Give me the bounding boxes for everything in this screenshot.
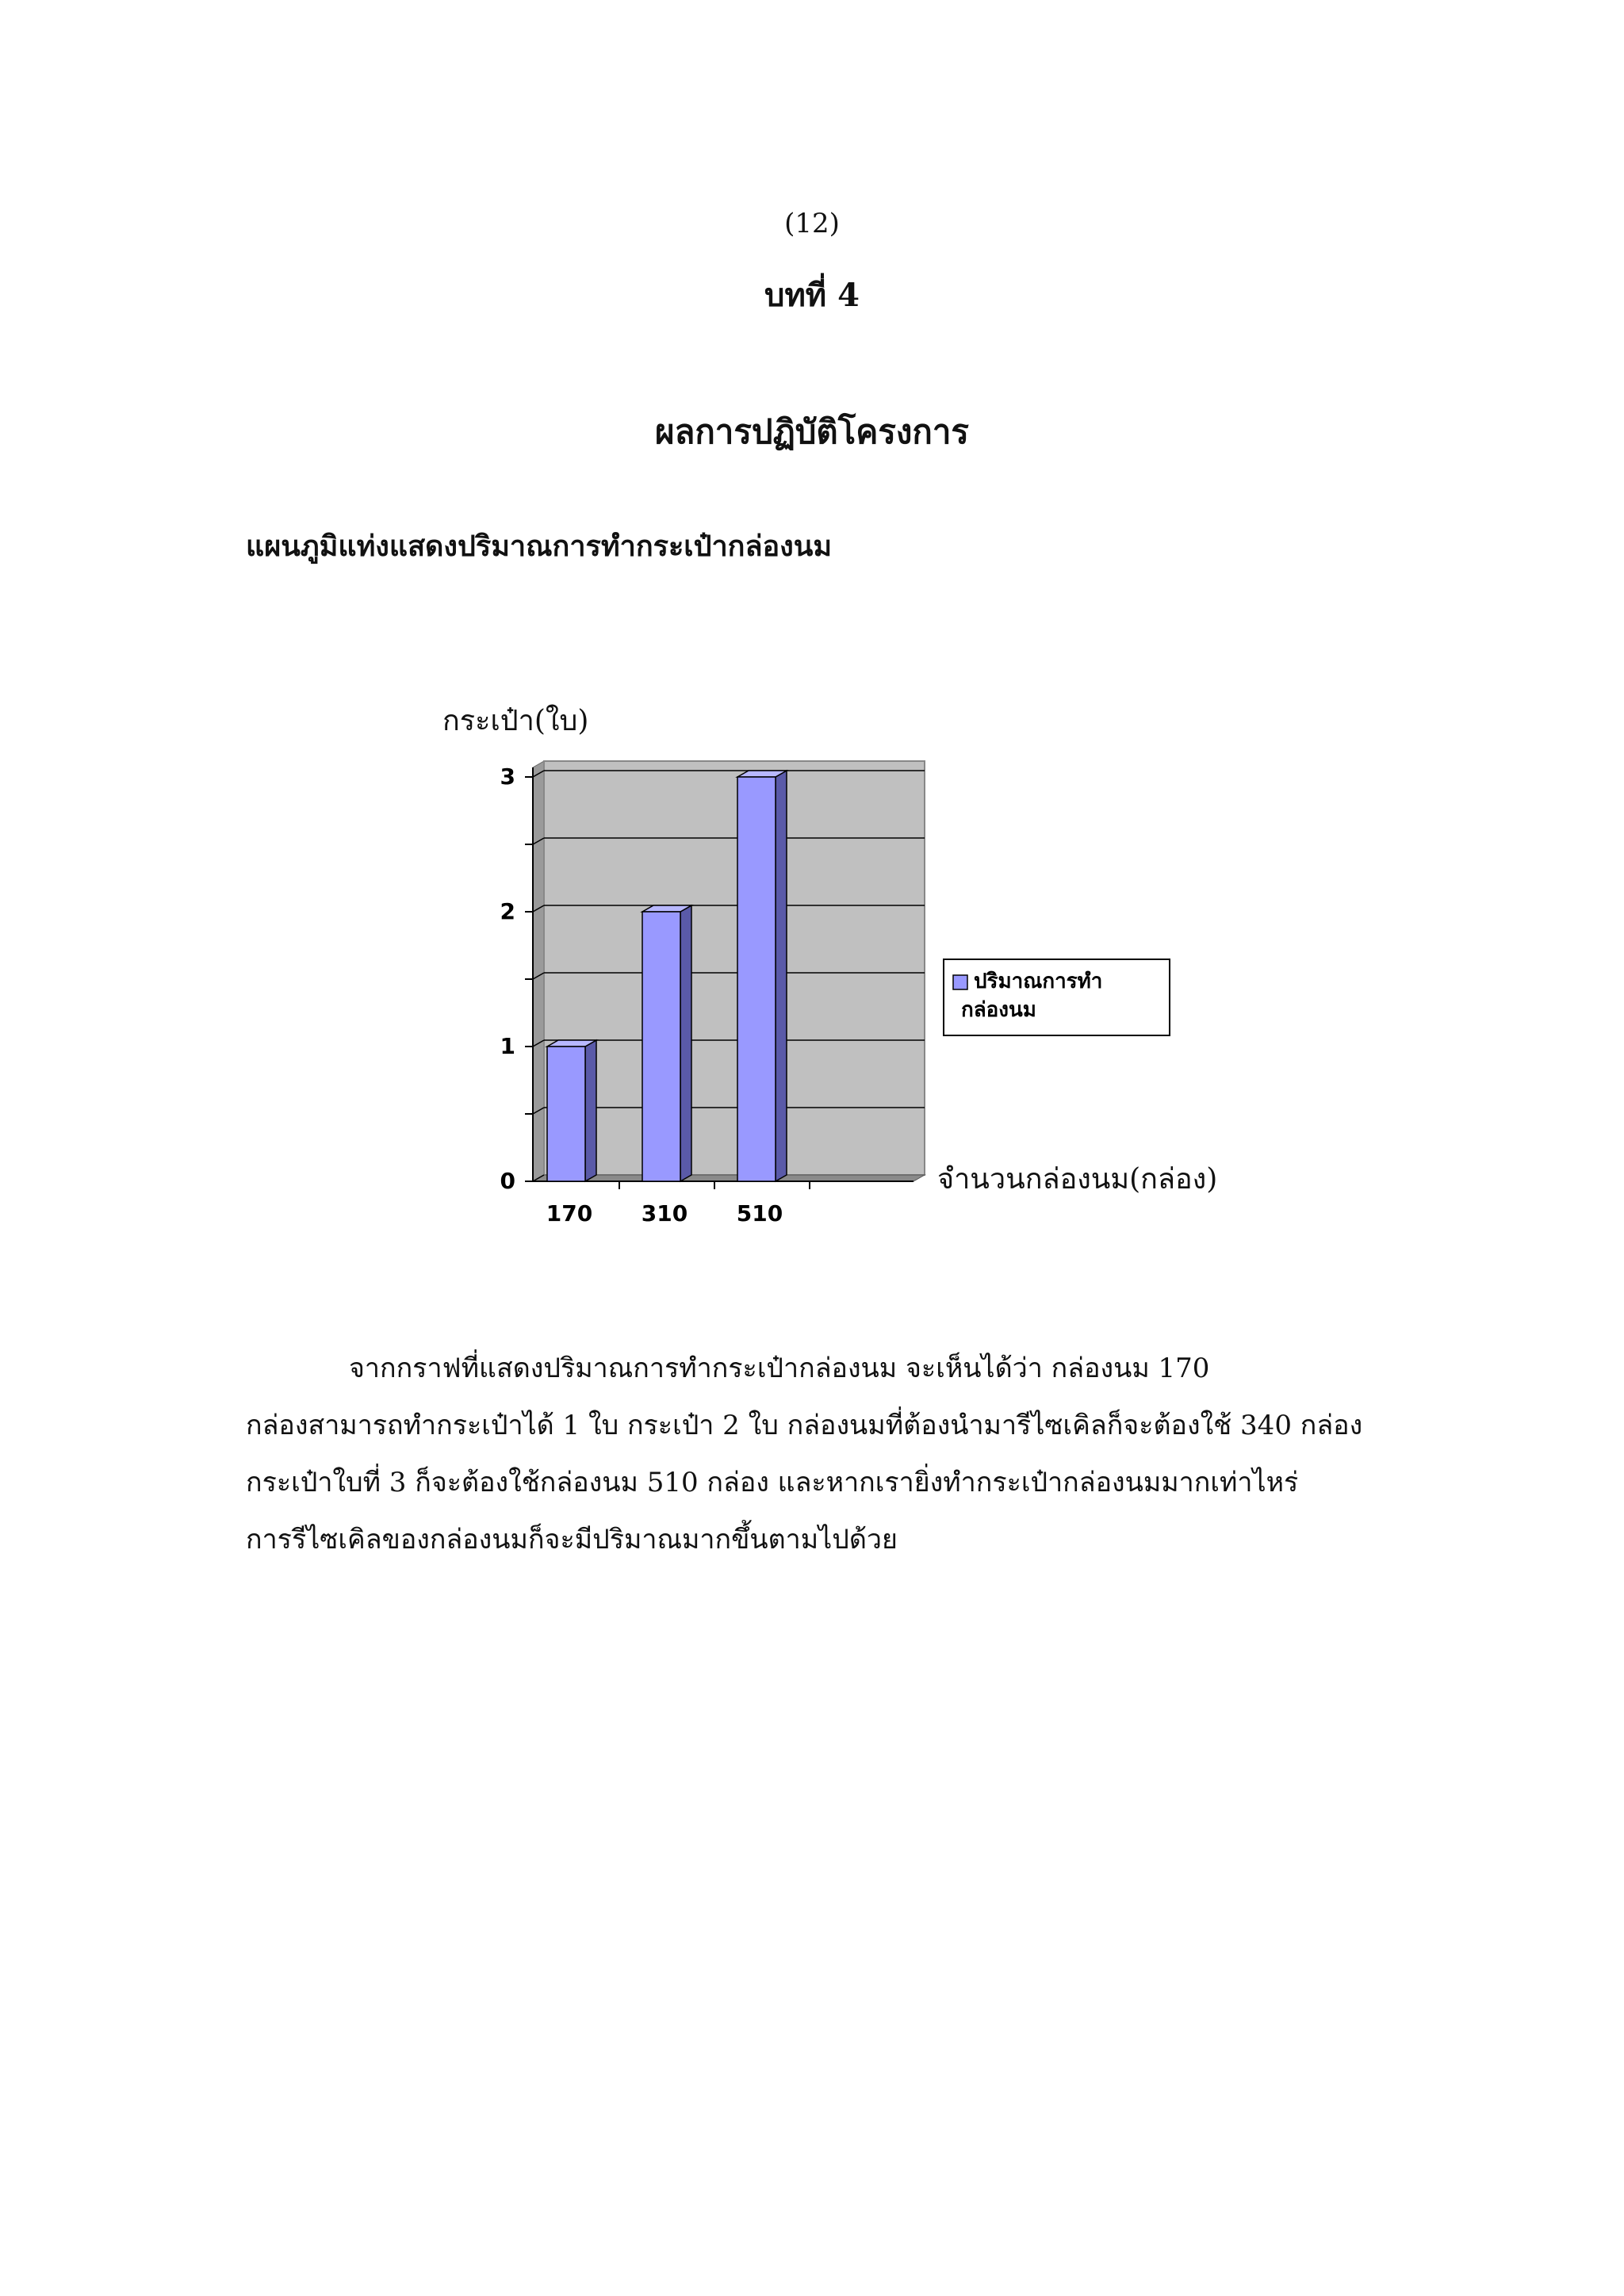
bar [737,777,776,1181]
legend-label-line: กล่องนม [961,998,1036,1022]
y-tick-label: 1 [500,1033,515,1059]
plot-side-wall [533,761,544,1181]
bar-side [776,771,787,1181]
x-tick-label: 310 [641,1200,688,1226]
bar-chart [476,745,1189,1253]
bar [642,912,680,1181]
y-tick-label: 0 [500,1168,515,1194]
bar-side [680,905,691,1181]
y-tick-label: 2 [500,898,515,924]
chapter-title: บทที่ 4 [764,277,860,314]
body-line: กล่องสามารถทำกระเป๋าได้ 1 ใบ กระเป๋า 2 ใบ กล่องนมที่ต้องนำมารีไซเคิลก็จะต้องใช้ 340 กล่อง [246,1410,1363,1441]
x-axis-title: จำนวนกล่องนม(กล่อง) [937,1163,1218,1196]
chart-heading: แผนภูมิแท่งแสดงปริมาณการทำกระเป๋ากล่องนม [246,530,833,563]
page-number: (12) [784,208,840,239]
body-line: การรีไซเคิลของกล่องนมก็จะมีปริมาณมากขึ้นตามไปด้วย [246,1524,898,1556]
y-tick-label: 3 [500,763,515,790]
body-line: กระเป๋าใบที่ 3 ก็จะต้องใช้กล่องนม 510 กล่อง และหากเรายิ่งทำกระเป๋ากล่องนมมากเท่าไหร่ [246,1467,1299,1498]
y-axis-title: กระเป๋า(ใบ) [442,705,589,737]
bar-side [585,1040,596,1181]
x-tick-label: 170 [546,1200,593,1226]
legend-swatch [953,975,967,989]
section-title: ผลการปฏิบัติโครงการ [654,412,969,451]
x-tick-label: 510 [736,1200,783,1226]
plot-background [544,761,925,1175]
legend-label-line: ปริมาณการทำ [974,970,1103,993]
body-line: จากกราฟที่แสดงปริมาณการทำกระเป๋ากล่องนม จะเห็นได้ว่า กล่องนม 170 [349,1353,1210,1384]
bar [547,1047,585,1181]
legend [944,959,1170,1035]
body-paragraph [246,1340,1404,1568]
